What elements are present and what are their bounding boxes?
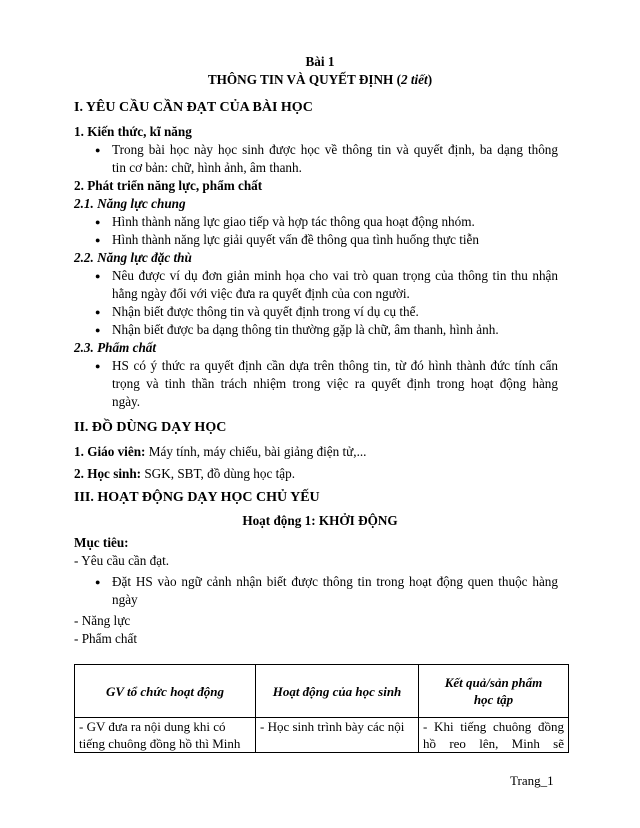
table-header-row [75,665,569,718]
bullet-icon: ● [95,217,101,227]
section-heading-requirements: I. YÊU CẦU CẦN ĐẠT CỦA BÀI HỌC [74,100,313,115]
list-item: Hình thành năng lực giải quyết vấn đề thông qua tình huống thực tiễn [112,232,479,247]
table-row [75,718,569,753]
subheading-general-capacity: 2.1. Năng lực chung [74,196,186,211]
list-item-cont: trọng và tinh thần trách nhiệm trong việc ra quyết định trong hoạt động hàng [112,376,558,391]
subheading-specific-capacity: 2.2. Năng lực đặc thù [74,250,192,265]
list-item: Nêu được ví dụ đơn giản minh họa cho vai trò quan trọng của thông tin thu nhận [112,268,558,283]
bullet-icon: ● [95,325,101,335]
table-header: Hoạt động của học sinh [256,665,419,718]
bullet-icon: ● [95,577,101,587]
list-item: Nhận biết được ba dạng thông tin thường gặp là chữ, âm thanh, hình ảnh. [112,322,499,337]
list-item-cont: ngày. [112,394,141,409]
section-heading-materials: II. ĐỒ DÙNG DẠY HỌC [74,420,227,435]
materials-teacher: 1. Giáo viên: Máy tính, máy chiếu, bài giảng điện tử,... [74,444,367,459]
list-item: HS có ý thức ra quyết định cần dựa trên thông tin, từ đó hình thành đức tính cẩn [112,358,558,373]
table-cell: - Học sinh trình bày các nội [256,718,419,753]
lesson-number: Bài 1 [305,54,335,69]
bullet-icon: ● [95,361,101,371]
list-item: Hình thành năng lực giao tiếp và hợp tác thông qua hoạt động nhóm. [112,214,475,229]
quality-line: - Phẩm chất [74,631,137,646]
list-item: Đặt HS vào ngữ cảnh nhận biết được thông tin trong hoạt động quen thuộc hàng [112,574,558,589]
section-heading-activities: III. HOẠT ĐỘNG DẠY HỌC CHỦ YẾU [74,490,320,505]
materials-student: 2. Học sinh: SGK, SBT, đồ dùng học tập. [74,466,296,481]
table-header: GV tổ chức hoạt động [75,665,256,718]
table-cell: - Khi tiếng chuông đồng hồ reo lên, Minh sẽ [419,718,569,753]
list-item-cont: hằng ngày đối với việc đưa ra quyết định của con người. [112,286,410,301]
list-item-cont: tin cơ bản: chữ, hình ảnh, âm thanh. [112,160,302,175]
list-item: Nhận biết được thông tin và quyết định trong ví dụ cụ thể. [112,304,419,319]
activity-table [74,664,569,753]
list-item-cont: ngày [112,592,138,607]
lesson-title: THÔNG TIN VÀ QUYẾT ĐỊNH (2 tiết) [207,72,433,87]
subheading-qualities: 2.3. Phẩm chất [74,340,157,355]
table-header: Kết quả/sản phẩm học tập [419,665,569,718]
requirement-line: - Yêu cầu cần đạt. [74,553,170,568]
bullet-icon: ● [95,271,101,281]
subheading-development: 2. Phát triển năng lực, phẩm chất [74,178,263,193]
goal-label: Mục tiêu: [74,535,129,550]
list-item: Trong bài học này học sinh được học về thông tin và quyết định, ba dạng thông [112,142,558,157]
capacity-line: - Năng lực [74,613,131,628]
table-cell: - GV đưa ra nội dung khi có tiếng chuông đồng hồ thì Minh [75,718,256,753]
bullet-icon: ● [95,235,101,245]
page-number: Trang_1 [510,773,554,788]
activity-title: Hoạt động 1: KHỞI ĐỘNG [242,513,398,528]
subheading-knowledge: 1. Kiến thức, kĩ năng [74,124,192,139]
bullet-icon: ● [95,307,101,317]
bullet-icon: ● [95,145,101,155]
